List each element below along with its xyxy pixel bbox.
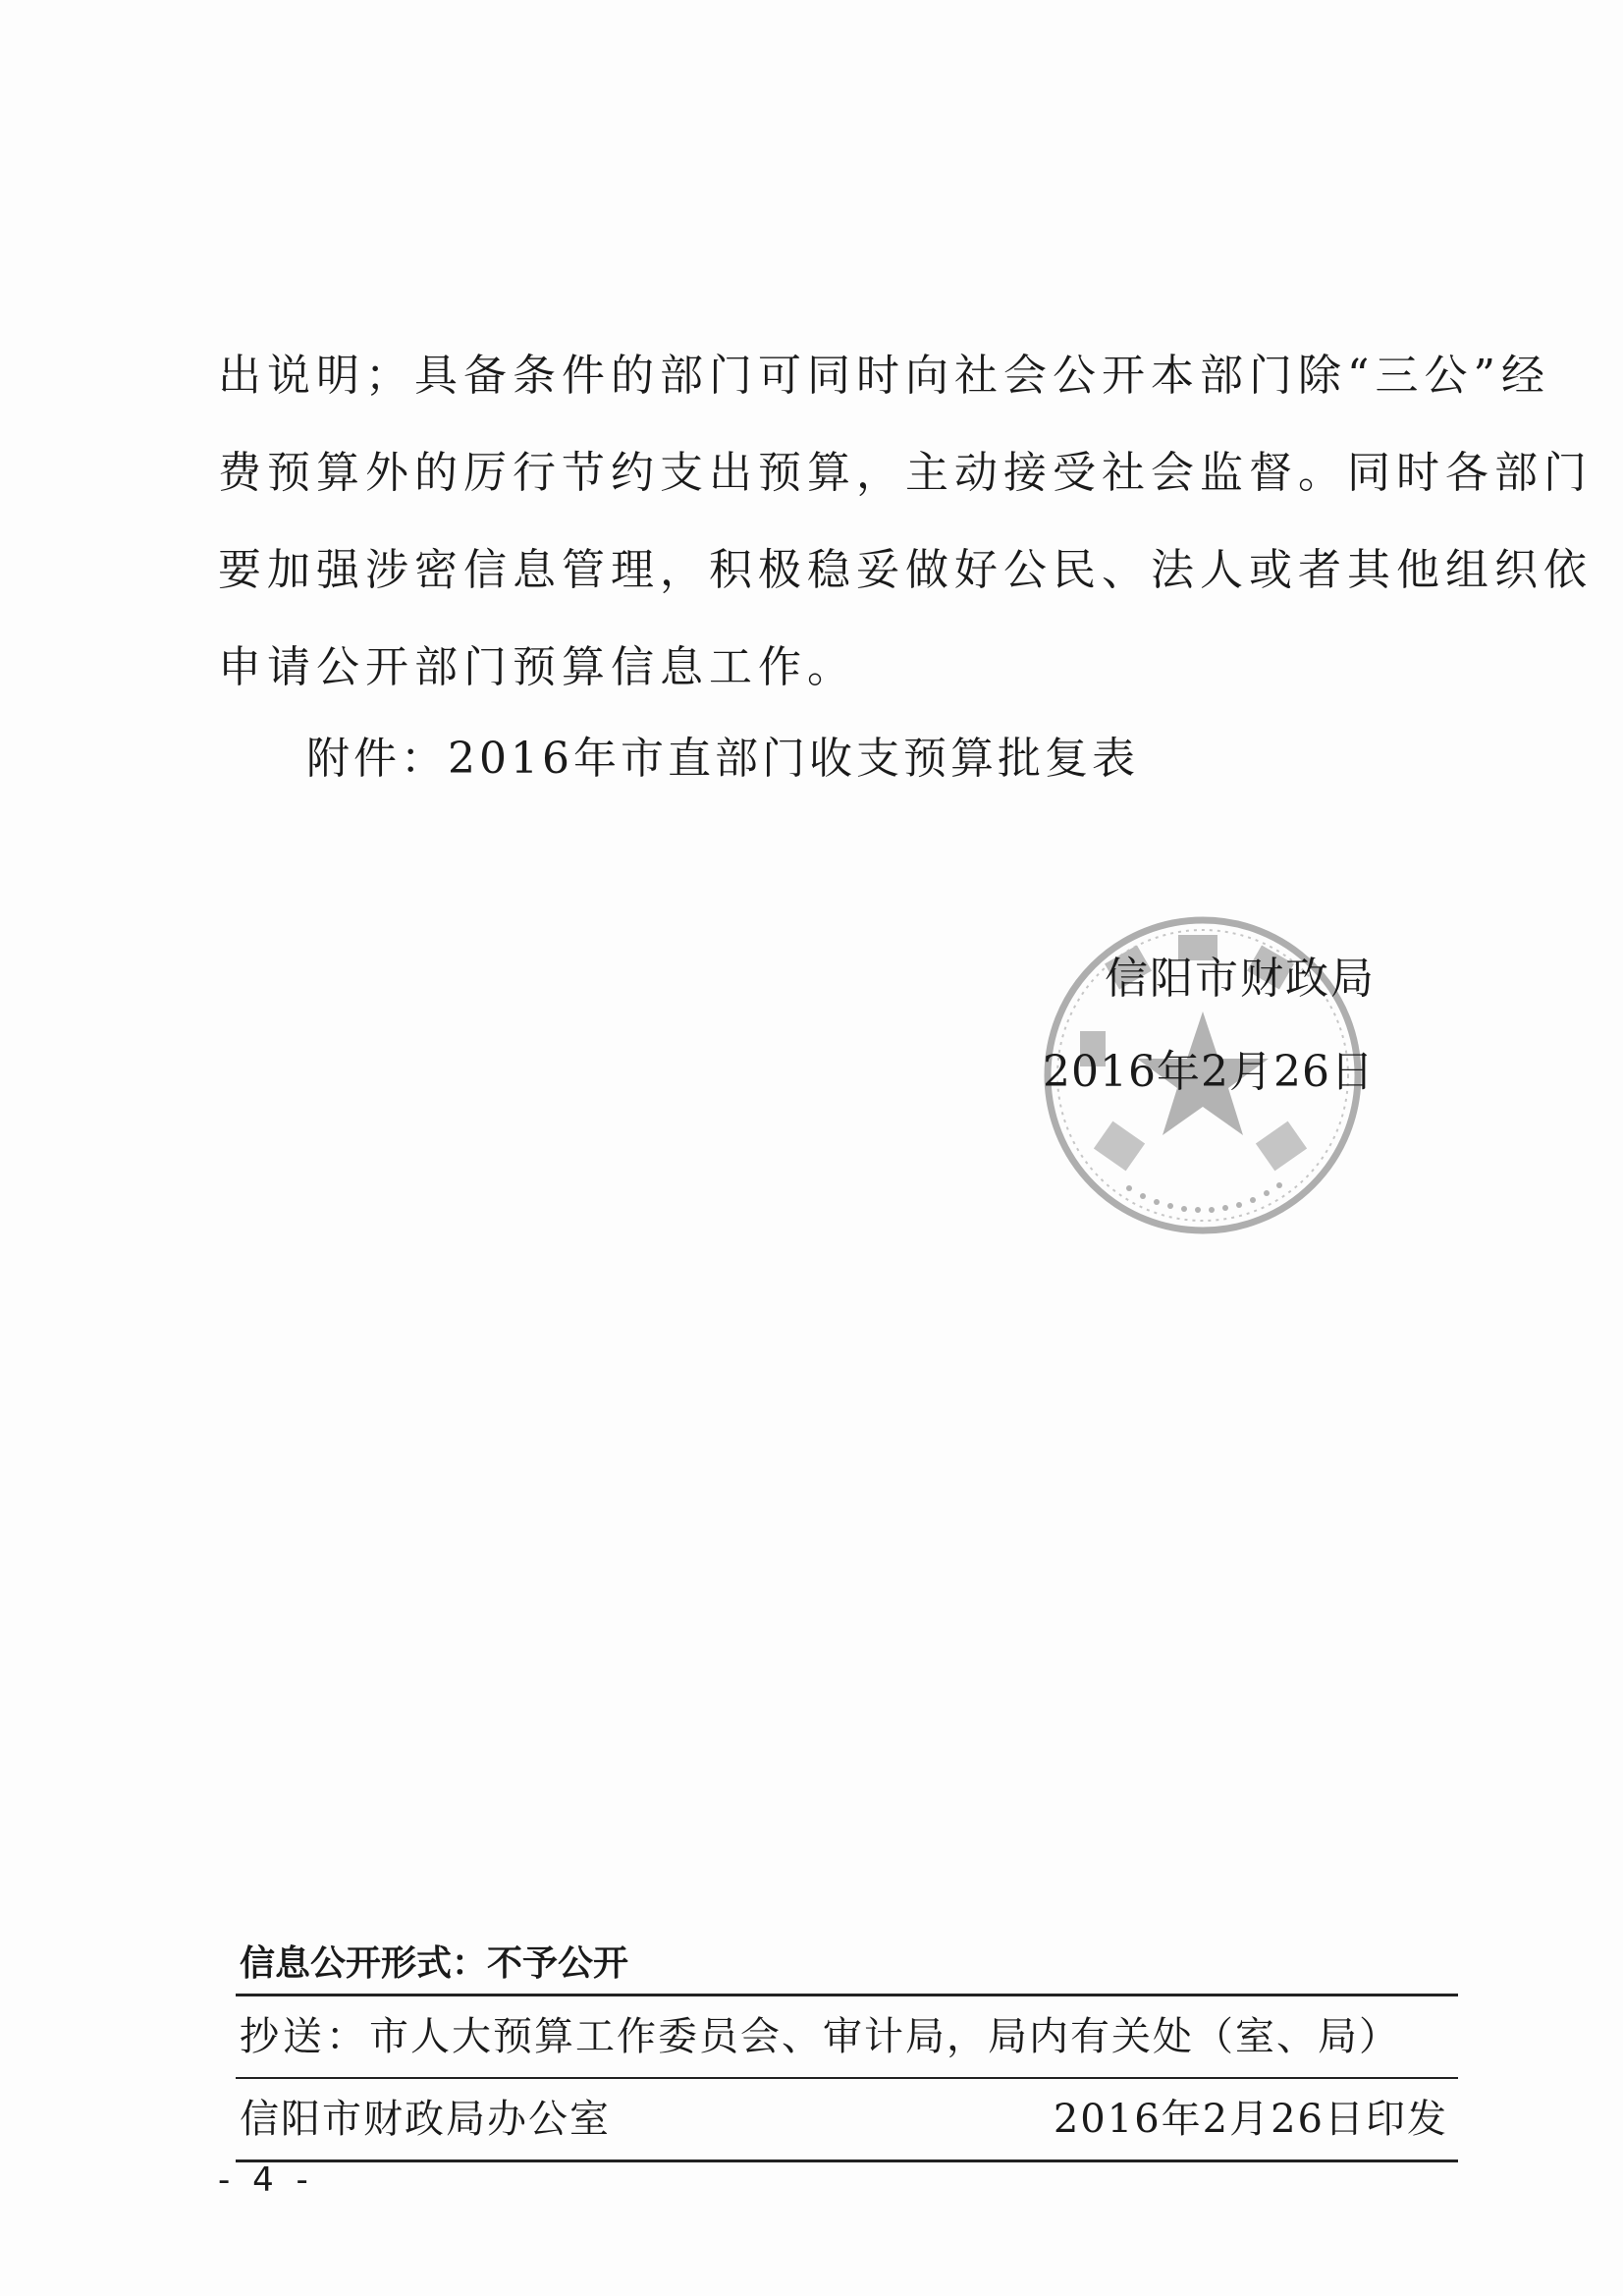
body-line: 要加强涉密信息管理，积极稳妥做好公民、法人或者其他组织依 <box>218 545 1593 595</box>
page-number: - 4 - <box>218 2160 314 2200</box>
body-line: 费预算外的厉行节约支出预算，主动接受社会监督。同时各部门 <box>218 448 1593 498</box>
cc-row <box>236 1996 1458 2079</box>
cc-recipients: 市人大预算工作委员会、审计局，局内有关处（室、局） <box>369 2014 1400 2059</box>
cc-label: 抄送： <box>240 2014 369 2059</box>
issuer-name: 信阳市财政局 <box>1105 954 1376 1004</box>
disclosure-form: 信息公开形式：不予公开 <box>236 1935 1458 1996</box>
signature-block <box>1031 913 1424 1247</box>
issuing-office: 信阳市财政局办公室 <box>240 2097 611 2142</box>
body-line: 出说明；具备条件的部门可同时向社会公开本部门除“三公”经 <box>218 351 1550 401</box>
issue-date: 2016年2月26日 <box>1043 1047 1375 1097</box>
print-date: 2016年2月26日印发 <box>1053 2097 1448 2142</box>
attachment-note: 附件：2016年市直部门收支预算批复表 <box>306 734 1139 784</box>
document-footer <box>236 1935 1458 2162</box>
body-text <box>218 327 1593 716</box>
issue-row <box>236 2079 1458 2162</box>
body-line: 申请公开部门预算信息工作。 <box>218 642 856 692</box>
